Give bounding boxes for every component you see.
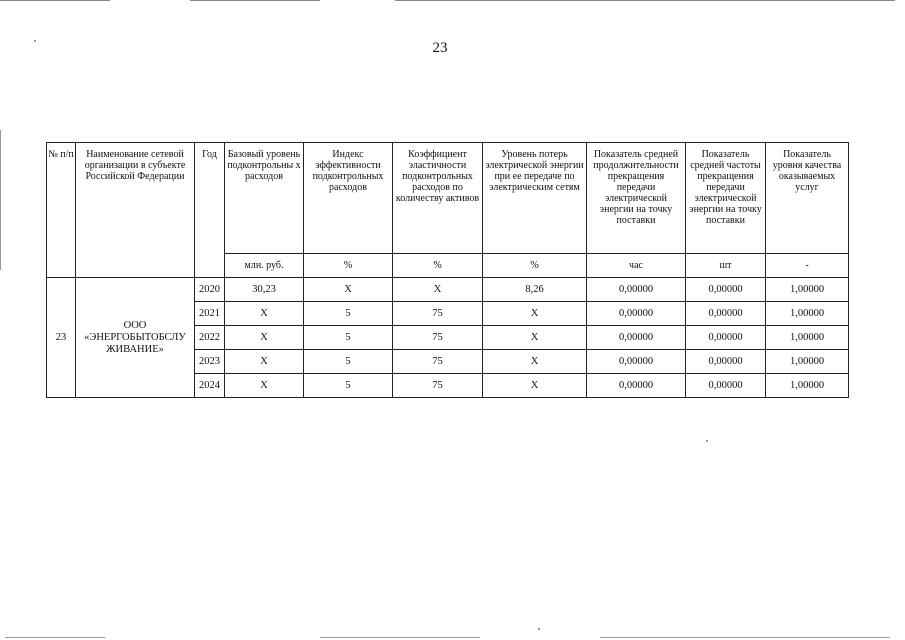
table-row [47, 278, 849, 302]
header-base-level: Базовый уровень подконтрольны х расходов [225, 143, 304, 254]
unit-cell: % [393, 254, 483, 278]
org-name: ООО «ЭНЕРГОБЫТОБСЛУ ЖИВАНИЕ» [76, 278, 195, 398]
indicators-table [46, 142, 849, 398]
data-cell: Х [225, 374, 304, 398]
table-header-row [47, 143, 849, 254]
data-cell: 0,00000 [686, 374, 766, 398]
header-frequency: Показатель средней частоты прекращения передачи электрической энергии на точку поставки [686, 143, 766, 254]
data-cell: 30,23 [225, 278, 304, 302]
year-cell: 2020 [195, 278, 225, 302]
scan-edge-bottom-mid [320, 637, 480, 638]
data-cell: Х [225, 350, 304, 374]
unit-cell: % [483, 254, 587, 278]
page-number: 23 [432, 40, 448, 56]
scan-speck [706, 440, 708, 442]
scan-edge-bottom-left [5, 637, 105, 638]
header-elasticity: Коэффициент эластичности подконтрольных расходов по количеству активов [393, 143, 483, 254]
header-losses: Уровень потерь электрической энергии при ее передаче по электрическим сетям [483, 143, 587, 254]
header-number: № п/п [47, 143, 76, 278]
data-cell: 0,00000 [686, 302, 766, 326]
data-cell: 1,00000 [766, 278, 849, 302]
data-cell: 5 [304, 326, 393, 350]
data-cell: Х [483, 350, 587, 374]
scan-edge-top-right [395, 0, 895, 1]
scan-speck [538, 628, 540, 630]
data-cell: 75 [393, 302, 483, 326]
data-cell: 0,00000 [686, 350, 766, 374]
data-cell: 1,00000 [766, 302, 849, 326]
scan-edge-top-left [0, 0, 110, 1]
data-cell: 0,00000 [587, 278, 686, 302]
header-efficiency-index: Индекс эффективности подконтрольных расходов [304, 143, 393, 254]
data-cell: 75 [393, 326, 483, 350]
header-duration: Показатель средней продолжительности прекращения передачи электрической энергии на точку поставки [587, 143, 686, 254]
data-cell: 8,26 [483, 278, 587, 302]
scan-edge-bottom-right [600, 637, 890, 638]
data-cell: 5 [304, 374, 393, 398]
data-cell: 0,00000 [587, 374, 686, 398]
header-org-name: Наименование сетевой организации в субъекте Российской Федерации [76, 143, 195, 278]
row-index: 23 [47, 278, 76, 398]
data-cell: Х [304, 278, 393, 302]
year-cell: 2023 [195, 350, 225, 374]
year-cell: 2022 [195, 326, 225, 350]
unit-cell: шт [686, 254, 766, 278]
year-cell: 2021 [195, 302, 225, 326]
unit-cell: млн. руб. [225, 254, 304, 278]
data-cell: Х [393, 278, 483, 302]
header-year: Год [195, 143, 225, 278]
unit-cell: - [766, 254, 849, 278]
data-cell: Х [483, 374, 587, 398]
data-cell: Х [225, 302, 304, 326]
data-cell: 1,00000 [766, 374, 849, 398]
unit-cell: час [587, 254, 686, 278]
data-cell: Х [225, 326, 304, 350]
scan-edge-top-mid [190, 0, 320, 1]
data-cell: Х [483, 302, 587, 326]
data-cell: 1,00000 [766, 326, 849, 350]
data-cell: 0,00000 [686, 278, 766, 302]
data-cell: 5 [304, 302, 393, 326]
data-cell: 0,00000 [587, 350, 686, 374]
header-quality: Показатель уровня качества оказываемых услуг [766, 143, 849, 254]
data-cell: 0,00000 [587, 326, 686, 350]
data-cell: 0,00000 [587, 302, 686, 326]
data-cell: 75 [393, 350, 483, 374]
data-cell: 1,00000 [766, 350, 849, 374]
scan-edge-left [0, 130, 1, 270]
data-cell: 5 [304, 350, 393, 374]
data-cell: Х [483, 326, 587, 350]
data-cell: 0,00000 [686, 326, 766, 350]
year-cell: 2024 [195, 374, 225, 398]
unit-cell: % [304, 254, 393, 278]
data-cell: 75 [393, 374, 483, 398]
